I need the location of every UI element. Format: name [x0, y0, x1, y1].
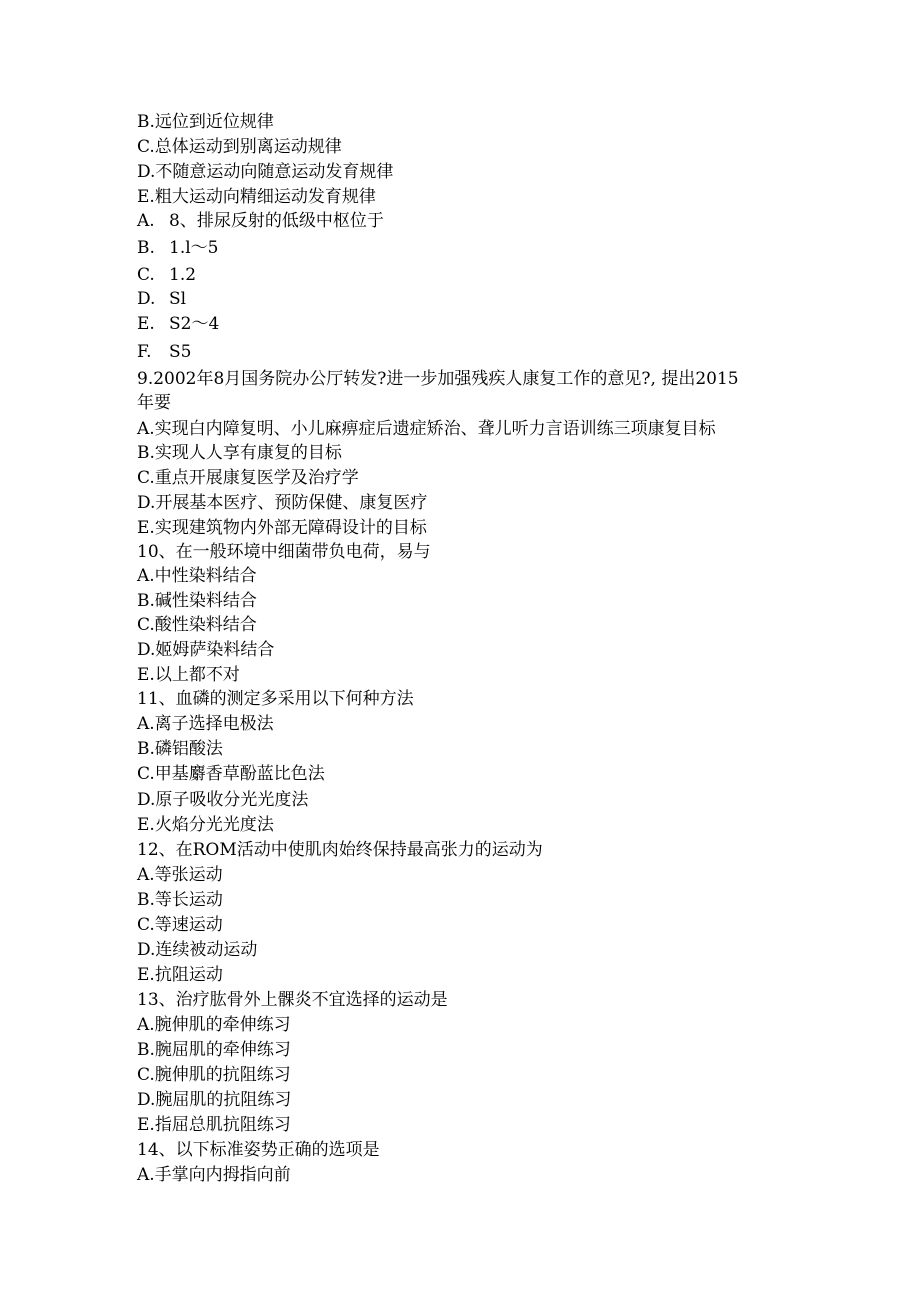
text-line: C.总体运动到别离运动规律	[137, 137, 342, 157]
option-letter: A.	[137, 211, 155, 231]
text-line: B.远位到近位规律	[137, 112, 274, 132]
option-text: S2～4	[169, 314, 220, 334]
option-line	[137, 211, 384, 231]
text-line: E.粗大运动向精细运动发育规律	[137, 187, 376, 207]
option-line	[137, 265, 196, 285]
text-line: D.连续被动运动	[137, 940, 258, 960]
text-line: B.实现人人享有康复的目标	[137, 443, 342, 463]
option-line	[137, 289, 186, 309]
text-line: E.实现建筑物内外部无障碍设计的目标	[137, 518, 427, 538]
text-line: 12、在ROM活动中使肌肉始终保持最高张力的运动为	[137, 840, 543, 860]
option-letter: C.	[137, 265, 155, 285]
option-text: 1.l～5	[169, 238, 219, 258]
text-line: D.姬姆萨染料结合	[137, 640, 275, 660]
option-letter: E.	[137, 314, 155, 334]
text-line: B.磷铝酸法	[137, 739, 223, 759]
option-line	[137, 342, 191, 362]
text-line: 9.2002年8月国务院办公厅转发?进一步加强残疾人康复工作的意见?, 提出2015	[137, 369, 739, 389]
option-letter: B.	[137, 238, 155, 258]
text-line: 14、以下标准姿势正确的选项是	[137, 1140, 380, 1160]
text-line: D.开展基本医疗、预防保健、康复医疗	[137, 493, 428, 513]
text-line: 年要	[137, 393, 171, 413]
text-line: A.离子选择电极法	[137, 714, 274, 734]
text-line: E.指屈总肌抗阻练习	[137, 1115, 291, 1135]
text-line: C.重点开展康复医学及治疗学	[137, 468, 359, 488]
text-line: D.腕屈肌的抗阻练习	[137, 1090, 292, 1110]
option-letter: D.	[137, 289, 156, 309]
text-line: B.等长运动	[137, 890, 223, 910]
text-line: D.不随意运动向随意运动发育规律	[137, 162, 394, 182]
option-text: S5	[169, 342, 192, 362]
text-line: C.甲基麝香草酚蓝比色法	[137, 764, 325, 784]
text-line: B.碱性染料结合	[137, 591, 257, 611]
text-line: A.等张运动	[137, 865, 223, 885]
text-line: 10、在一般环境中细菌带负电荷，易与	[137, 542, 431, 562]
option-text: Sl	[169, 289, 187, 309]
text-line: C.等速运动	[137, 915, 223, 935]
text-line: D.原子吸收分光光度法	[137, 790, 309, 810]
text-line: E.抗阻运动	[137, 965, 223, 985]
option-text: 8、排尿反射的低级中枢位于	[169, 211, 384, 231]
text-line: B.腕屈肌的牵伸练习	[137, 1040, 291, 1060]
text-line: E.火焰分光光度法	[137, 815, 274, 835]
text-line: A.腕伸肌的牵伸练习	[137, 1015, 291, 1035]
text-line: 13、治疗肱骨外上髁炎不宜选择的运动是	[137, 990, 448, 1010]
text-line: E.以上都不对	[137, 665, 240, 685]
option-line	[137, 238, 218, 258]
text-line: C.腕伸肌的抗阻练习	[137, 1065, 291, 1085]
text-line: A.手掌向内拇指向前	[137, 1165, 291, 1185]
option-line	[137, 314, 219, 334]
text-line: A.实现白内障复明、小儿麻痹症后遗症矫治、聋儿听力言语训练三项康复目标	[137, 419, 716, 439]
text-line: C.酸性染料结合	[137, 615, 257, 635]
text-line: 11、血磷的测定多采用以下何种方法	[137, 689, 414, 709]
option-letter: F.	[137, 342, 152, 362]
text-line: A.中性染料结合	[137, 566, 257, 586]
option-text: 1.2	[169, 265, 197, 285]
